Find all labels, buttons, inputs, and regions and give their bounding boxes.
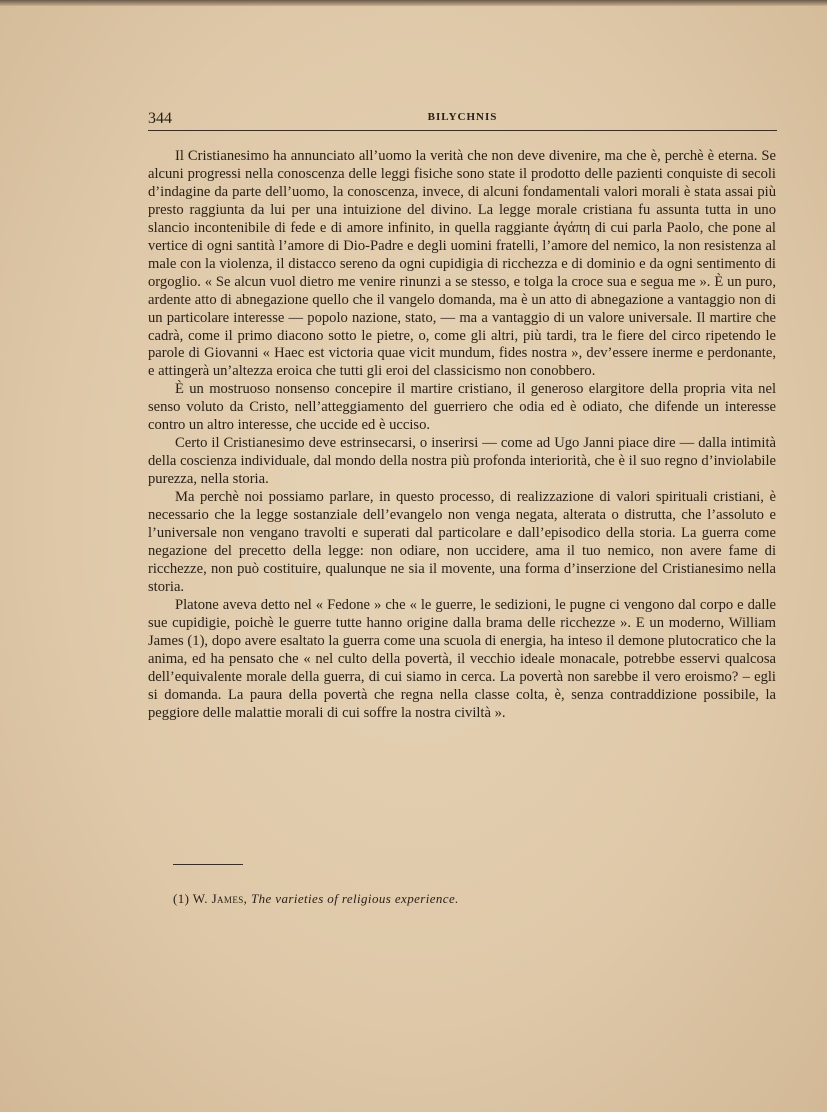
footnote-rule: [173, 864, 243, 865]
running-head: [148, 108, 777, 131]
page-number: 344: [148, 110, 172, 127]
body-text: [148, 148, 776, 723]
page-top-edge: [0, 0, 827, 6]
paragraph-4: Ma perchè noi possiamo parlare, in questo processo, di realizzazione di valori spirituali cristiani, è necessario che la legge sostanziale dell’evangelo non venga negata, alterata o distrutta, che l’assoluto e l’universale non vengano travolti e superati dal particolare e dall’episodico della storia. La guerra come negazione del precetto della legge: non odiare, non uccidere, ama il tuo nemico, non avere fame di ricchezze, non può costituire, qualunque ne sia il movente, una forma d’inserzione del Cristianesimo nella storia.: [148, 489, 776, 595]
journal-title: BILYCHNIS: [427, 111, 498, 123]
paragraph-3: Certo il Cristianesimo deve estrinsecarsi, o inserirsi — come ad Ugo Janni piace dire — dalla intimità della coscienza individuale, dal mondo della nostra più profonda interiorità, che è il suo regno d’inviolabile purezza, nella storia.: [148, 435, 776, 488]
paragraph-2: È un mostruoso nonsenso concepire il martire cristiano, il generoso elargitore della propria vita nel senso voluto da Cristo, nell’atteggiamento del guerriero che odia ed è odiato, che difende un interesse contro un altro interesse, che uccide ed è ucciso.: [148, 381, 776, 434]
paragraph-5: Platone aveva detto nel « Fedone » che « le guerre, le sedizioni, le pugne ci vengono dal corpo e dalle sue cupidigie, poichè le guerre tutte hanno origine dalla brama delle ricchezze ». E un moderno, William James (1), dopo avere esaltato la guerra come una scuola di energia, ha inteso il demone plutocratico che la anima, ed ha pensato che « nel culto della povertà, il vecchio ideale monacale, potrebbe esservi qualcosa dell’equivalente morale della guerra, di cui siamo in cerca. La povertà non sarebbe il vero eroismo? – egli si domanda. La paura della povertà che regna nella classe colta, è, senza contraddizione possibile, la peggiore delle malattie morali di cui soffre la nostra civiltà ».: [148, 596, 776, 721]
footnote: [173, 891, 733, 907]
footnote-title: The varieties of religious experience.: [250, 891, 459, 906]
footnote-author: James,: [211, 891, 248, 906]
footnote-marker: (1) W.: [173, 891, 208, 906]
paragraph-1: Il Cristianesimo ha annunciato all’uomo la verità che non deve divenire, ma che è, perchè è eterna. Se alcuni progressi nella conoscenza delle leggi fisiche sono state il prodotto delle pazienti conquiste di secoli d’indagine da parte dell’uomo, la conoscenza, invece, di alcuni fondamentali valori morali è stata assai più presto raggiunta da lui per una intuizione del divino. La legge morale cristiana fu assunta tutta in uno slancio incontenibile di fede e di amore infinito, in quella raggiante ἀγάπη di cui parla Paolo, che pone al vertice di ogni santità l’amore di Dio-Padre e degli uomini fratelli, l’amore del nemico, la non resistenza al male con la violenza, il distacco sereno da ogni cupidigia di ricchezza e di dominio e da ogni sentimento di orgoglio. « Se alcun vuol dietro me venire rinunzi a se stesso, e tolga la croce sua e segua me ». È un puro, ardente atto di abnegazione quello che il vangelo domanda, ma è un atto di abnegazione a vantaggio non di un particolare interesse — popolo nazione, stato, — ma a vantaggio di un valore universale. Il martire che cadrà, come il primo diacono sotto le pietre, o, come gli altri, più tardi, tra le fiere del circo ripetendo le parole di Giovanni « Haec est victoria quae vicit mundum, fides nostra », dev’essere inerme e perdonante, e attingerà un’altezza eroica che tutti gli eroi del classicismo non conobbero.: [148, 148, 776, 380]
